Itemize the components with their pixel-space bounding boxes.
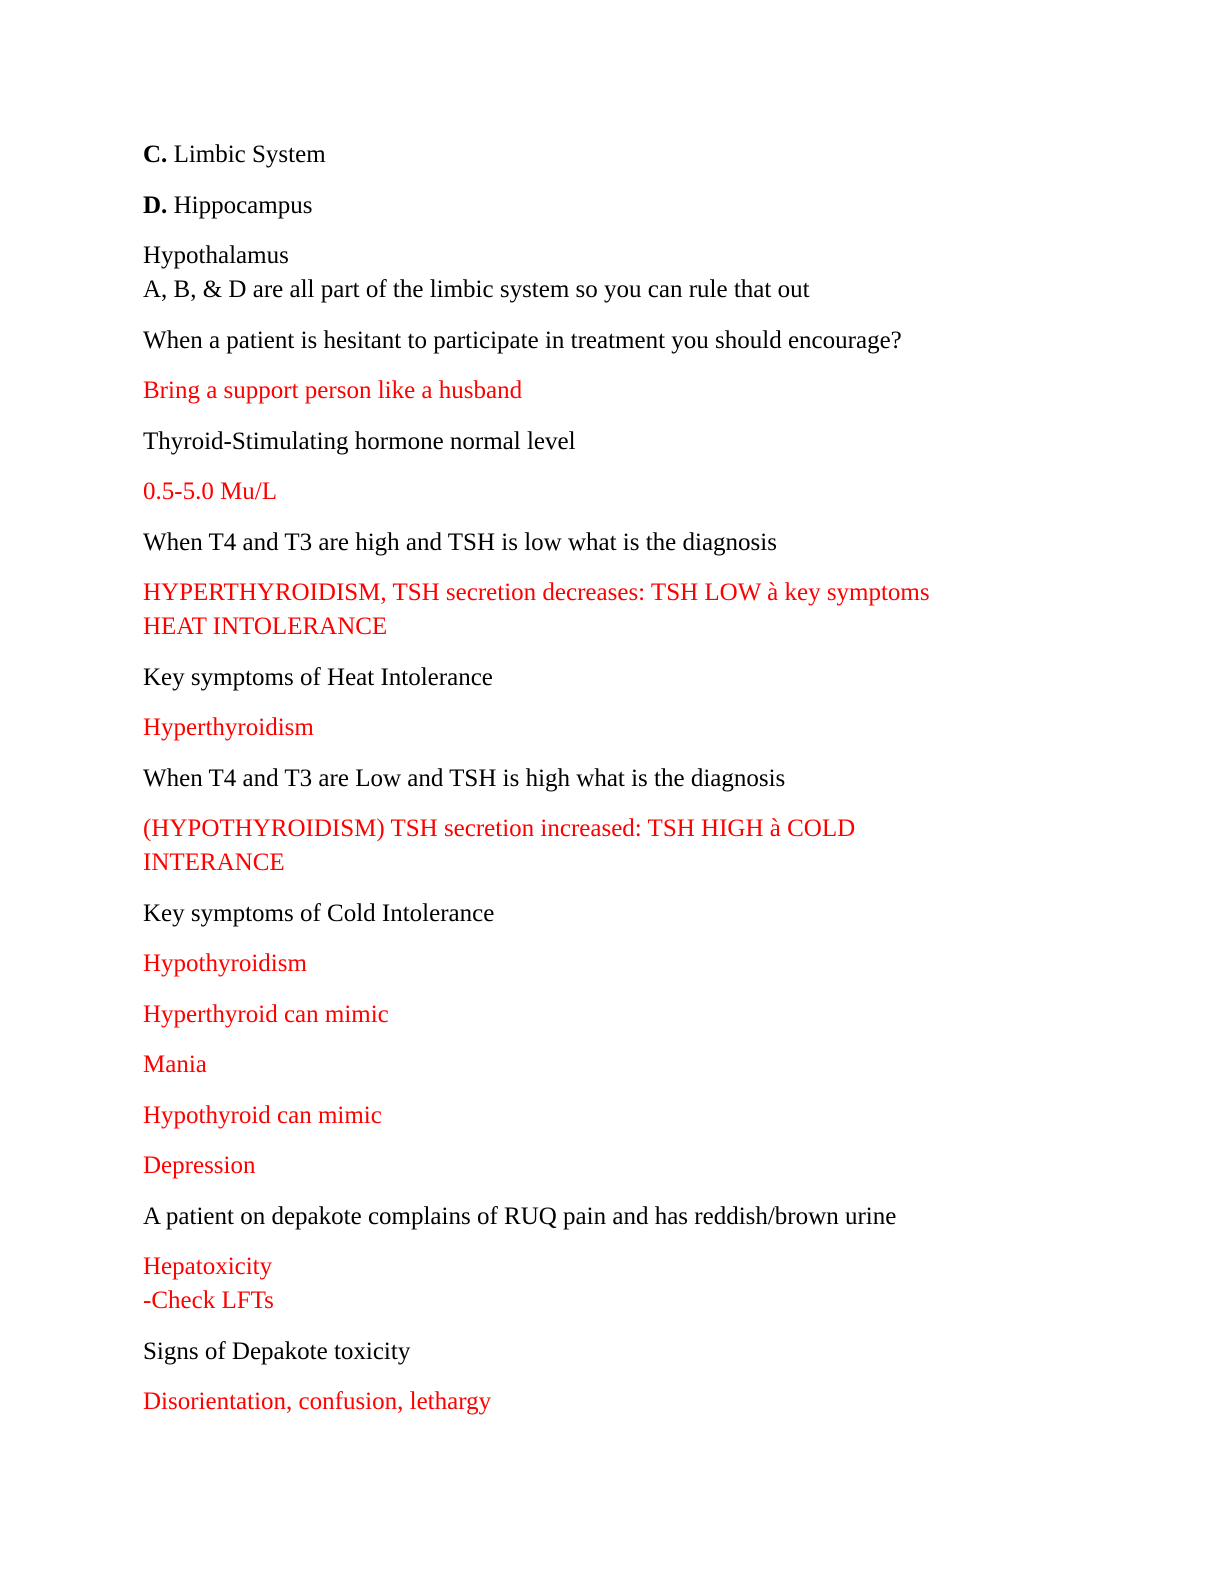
answer: Depression bbox=[143, 1152, 256, 1179]
option-text: Hippocampus bbox=[167, 191, 313, 219]
question: When T4 and T3 are high and TSH is low what is the diagnosis bbox=[143, 528, 777, 556]
answer bbox=[143, 576, 1143, 644]
answer-line: -Check LFTs bbox=[143, 1287, 274, 1314]
answer-explanation bbox=[143, 239, 1143, 307]
option-c bbox=[143, 138, 1143, 172]
question: Thyroid-Stimulating hormone normal level bbox=[143, 427, 576, 455]
answer-line: HYPERTHYROIDISM, TSH secretion decreases: TSH LOW à key symptoms bbox=[143, 579, 930, 606]
explanation-line: A, B, & D are all part of the limbic system so you can rule that out bbox=[143, 276, 810, 303]
answer: Hyperthyroidism bbox=[143, 714, 314, 741]
answer: Bring a support person like a husband bbox=[143, 377, 523, 404]
answer-line: INTERANCE bbox=[143, 849, 285, 876]
answer bbox=[143, 812, 1143, 880]
document-page bbox=[143, 138, 1143, 1436]
option-letter: D. bbox=[143, 191, 168, 219]
question: Signs of Depakote toxicity bbox=[143, 1337, 411, 1365]
answer: Hypothyroid can mimic bbox=[143, 1101, 382, 1129]
option-letter: C. bbox=[143, 141, 168, 168]
answer: Hypothyroidism bbox=[143, 950, 307, 977]
option-d bbox=[143, 189, 1143, 223]
answer-line: Hypothalamus bbox=[143, 242, 289, 269]
answer: Disorientation, confusion, lethargy bbox=[143, 1388, 492, 1415]
answer-line: (HYPOTHYROIDISM) TSH secretion increased: TSH HIGH à COLD bbox=[143, 815, 856, 842]
answer-line: HEAT INTOLERANCE bbox=[143, 613, 388, 640]
question: A patient on depakote complains of RUQ pain and has reddish/brown urine bbox=[143, 1202, 897, 1230]
answer: Mania bbox=[143, 1051, 207, 1078]
question: Key symptoms of Heat Intolerance bbox=[143, 663, 493, 691]
answer-line: Hepatoxicity bbox=[143, 1253, 273, 1280]
answer bbox=[143, 1250, 1143, 1318]
question: When T4 and T3 are Low and TSH is high what is the diagnosis bbox=[143, 764, 786, 792]
answer: Hyperthyroid can mimic bbox=[143, 1000, 389, 1028]
question: Key symptoms of Cold Intolerance bbox=[143, 899, 495, 927]
option-text: Limbic System bbox=[167, 141, 326, 168]
question: When a patient is hesitant to participate in treatment you should encourage? bbox=[143, 326, 902, 354]
answer: 0.5-5.0 Mu/L bbox=[143, 478, 278, 505]
